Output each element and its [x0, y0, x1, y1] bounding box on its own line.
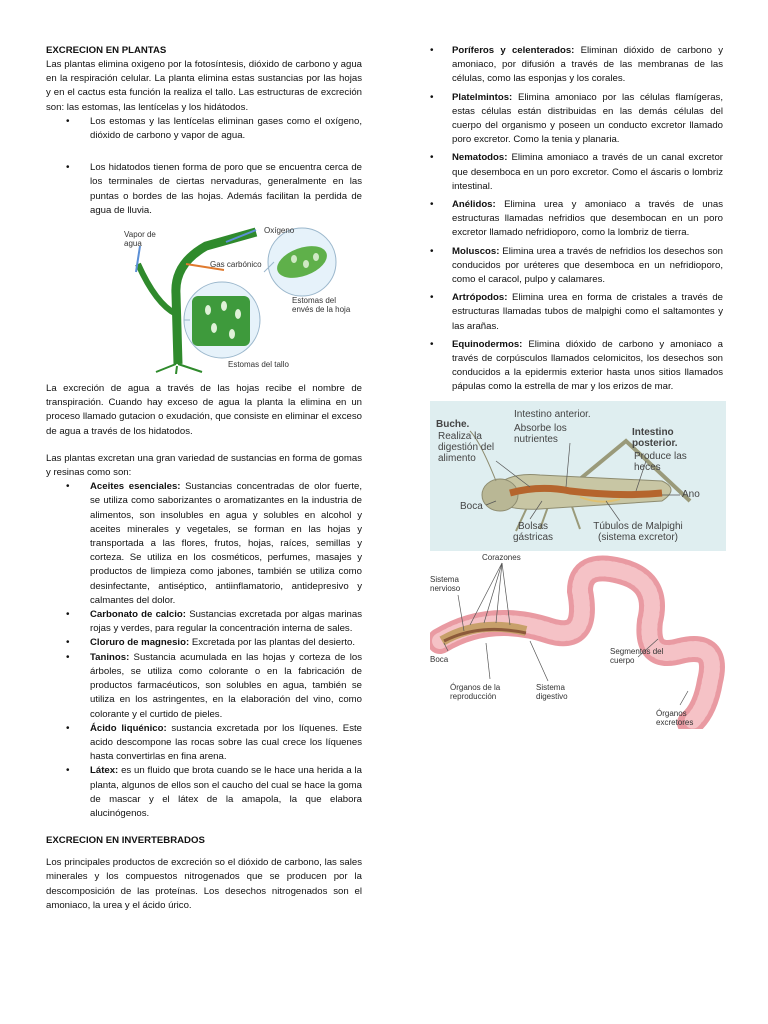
label-buche-text: Realiza la digestión del alimento [438, 430, 495, 464]
list-item [46, 608, 362, 636]
list-item [428, 291, 723, 334]
description: Excretada por las plantas del desierto. [189, 637, 356, 649]
right-column [428, 44, 723, 729]
invertebrates-heading: EXCRECION EN INVERTEBRADOS [46, 835, 205, 847]
plants-intro: Las plantas elimina oxigeno por la fotosíntesis, dióxido de carbono y agua en la respiración celular. La planta elimina estas sustancias por las hojas y en el cactus esta función la realiza el tallo. Las estructuras de excreción son: las estomas, las lentícelas y los hidátodos. [46, 59, 362, 113]
plants-heading: EXCRECION EN PLANTAS [46, 45, 167, 56]
label-bolsas: Bolsas gástricas [512, 520, 553, 543]
label-leaf-stomata: Estomas del envés de la hoja [292, 296, 351, 315]
term: Látex: [90, 765, 119, 777]
label-vapor: Vapor de agua [124, 230, 156, 249]
transpiration-paragraph: La excreción de agua a través de las hojas recibe el nombre de transpiración. Cuando hay exceso de agua la planta la elimina en un proceso llamado gutacion o exudación, que consiste en eliminar el exceso de agua a través de los hidatodos. [46, 383, 362, 437]
term: Nematodos: [452, 152, 508, 164]
list-item [428, 44, 723, 87]
label-organos-reproduccion: Órganos de la reproducción [450, 682, 501, 701]
description: es un fluido que brota cuando se le hace una herida a la planta, algunos de ellos son el caucho del cual se hace la goma de mascar y el látex de la amapola, la que elabora alucinógenos. [90, 765, 362, 819]
label-intestino-posterior: Intestino posterior. [632, 426, 678, 449]
term: Anélidos: [452, 199, 496, 211]
list-item [428, 338, 723, 395]
list-item [46, 636, 362, 650]
term: Aceites esenciales: [90, 481, 181, 493]
description: Elimina urea en forma de cristales a través de estructuras llamadas tubos de malpighi como el saltamontes y las arañas. [452, 292, 723, 332]
term: Platelmintos: [452, 91, 513, 103]
label-organos-excretores: Órganos excretores [656, 708, 694, 727]
list-item: • Los estomas y las lentícelas eliminan gases como el oxígeno, dióxido de carbono y vapor de agua. [46, 115, 362, 143]
term: Taninos: [90, 651, 130, 663]
label-oxygen: Oxígeno [264, 226, 295, 236]
label-intestino-posterior-text: Produce las heces [634, 450, 687, 473]
plant-excretion-figure [116, 224, 351, 374]
description: Elimina amoniaco a través de un canal excretor que desemboca en un poro excretor. Como el áscaris o lombriz intestinal. [452, 152, 723, 192]
list-item: • Los hidatodos tienen forma de poro que se encuentra cerca de los terminales de ciertas nervaduras, generalmente en las puntas o bordes de las hojas. Además facilitan la perdida de agua de lluvia. [46, 161, 362, 218]
list-item [428, 245, 723, 288]
term: Carbonato de calcio: [90, 609, 186, 621]
gums-intro: Las plantas excretan una gran variedad de sustancias en forma de gomas y resinas como son: [46, 452, 362, 479]
label-boca: Boca [460, 500, 483, 512]
label-boca-worm: Boca [430, 654, 449, 664]
list-item [46, 480, 362, 608]
description: Elimina urea a través de nefridios los desechos son conducidos por uréteres que desemboca en un nefridioporo, como el caracol, pulpo y calamares. [452, 245, 723, 286]
list-item [46, 722, 362, 765]
label-intestino-anterior-text: Absorbe los nutrientes [514, 422, 567, 445]
invertebrates-intro: Los principales productos de excreción so el dióxido de carbono, las sales minerales y los compuestos nitrogenados que se producen por la descomposición de las proteínas. Los desechos nitrogenados son el amoniaco, la urea y el ácido úrico. [46, 857, 362, 911]
term: Cloruro de magnesio: [90, 637, 190, 649]
label-sistema-nervioso: Sistema nervioso [430, 574, 461, 593]
label-sistema-digestivo: Sistema digestivo [536, 682, 568, 701]
label-segmentos: Segmentos del cuerpo [610, 646, 664, 665]
grasshopper-figure [430, 401, 726, 551]
label-gas: Gas carbónico [210, 260, 262, 270]
label-tubulos: Túbulos de Malpighi (sistema excretor) [593, 520, 683, 543]
description: Elimina amoniaco por las células flamígeras, estas células están distribuidas en las demás células del cuerpo del organismo y poseen un conducto excretor llamado poro excretor. Como la tenia y planaria. [452, 91, 723, 146]
description: Elimina dióxido de carbono y amoniaco a través de corpúsculos llamados celomicitos, los desechos son conducidos a la epidermis exterior hasta unos sitios llamados pápulas como la estrella de mar y los erizos de mar. [452, 338, 723, 393]
description: Elimina urea y amoniaco a través de unas estructuras llamadas nefridios que desembocan en un poro excretor llamado nefridioporo, como la lombriz de tierra. [452, 199, 723, 239]
plant-structures-list [46, 115, 362, 218]
label-ano: Ano [682, 488, 700, 500]
description: Sustancias concentradas de olor fuerte, se utiliza como saborizantes o aromatizantes en la industria de alimentos, son insolubles en agua y solubles en alcohol y aceites minerales y vegetales, se forman en las hojas y transportada a las flores, frutos, hojas, raíces, semillas y corteza. Se utiliza en los cosméticos, perfumes, masajes y productos de limpieza como jabones, también se utiliza como desinfectante, antiséptico, antiinflamatorio, antidepresivo y calmantes del dolor. [90, 481, 362, 606]
term: Poríferos y celenterados: [452, 45, 575, 56]
label-corazones: Corazones [482, 552, 521, 562]
earthworm-illustration [430, 551, 726, 729]
description: Eliminan dióxido de carbono y amoniaco, por difusión a través de las membranas de las células, como las esponjas y los corales. [452, 45, 723, 85]
description: Sustancia acumulada en las hojas y corteza de los árboles, se utiliza como colorante o en la fabricación de productos farmacéuticos, son solubles en agua, también se utiliza en los astringentes, en la elaboración del vino, como colorante y el curtido de pieles. [90, 651, 362, 720]
description: sustancia excretada por los líquenes. Este acido descompone las rocas sobre las cual crece los líquenes hasta convertirlas en fina arena. [90, 722, 362, 763]
term: Equinodermos: [452, 338, 523, 350]
list-item [46, 764, 362, 821]
earthworm-figure [430, 551, 726, 729]
term: Artrópodos: [452, 292, 508, 304]
term: Moluscos: [452, 245, 500, 257]
list-item [428, 91, 723, 148]
label-stem-stomata: Estomas del tallo [228, 360, 289, 370]
list-item [428, 151, 723, 194]
substances-list [46, 480, 362, 821]
list-item [46, 651, 362, 722]
list-item [428, 198, 723, 241]
label-intestino-anterior: Intestino anterior. [514, 408, 591, 420]
description: Sustancias excretada por algas marinas rojas y verdes, para regular la concentración interna de sales. [90, 609, 363, 635]
left-column [46, 44, 362, 913]
term: Ácido liquénico: [90, 722, 167, 734]
label-buche: Buche. [436, 418, 470, 430]
invertebrate-groups-list [428, 44, 723, 395]
